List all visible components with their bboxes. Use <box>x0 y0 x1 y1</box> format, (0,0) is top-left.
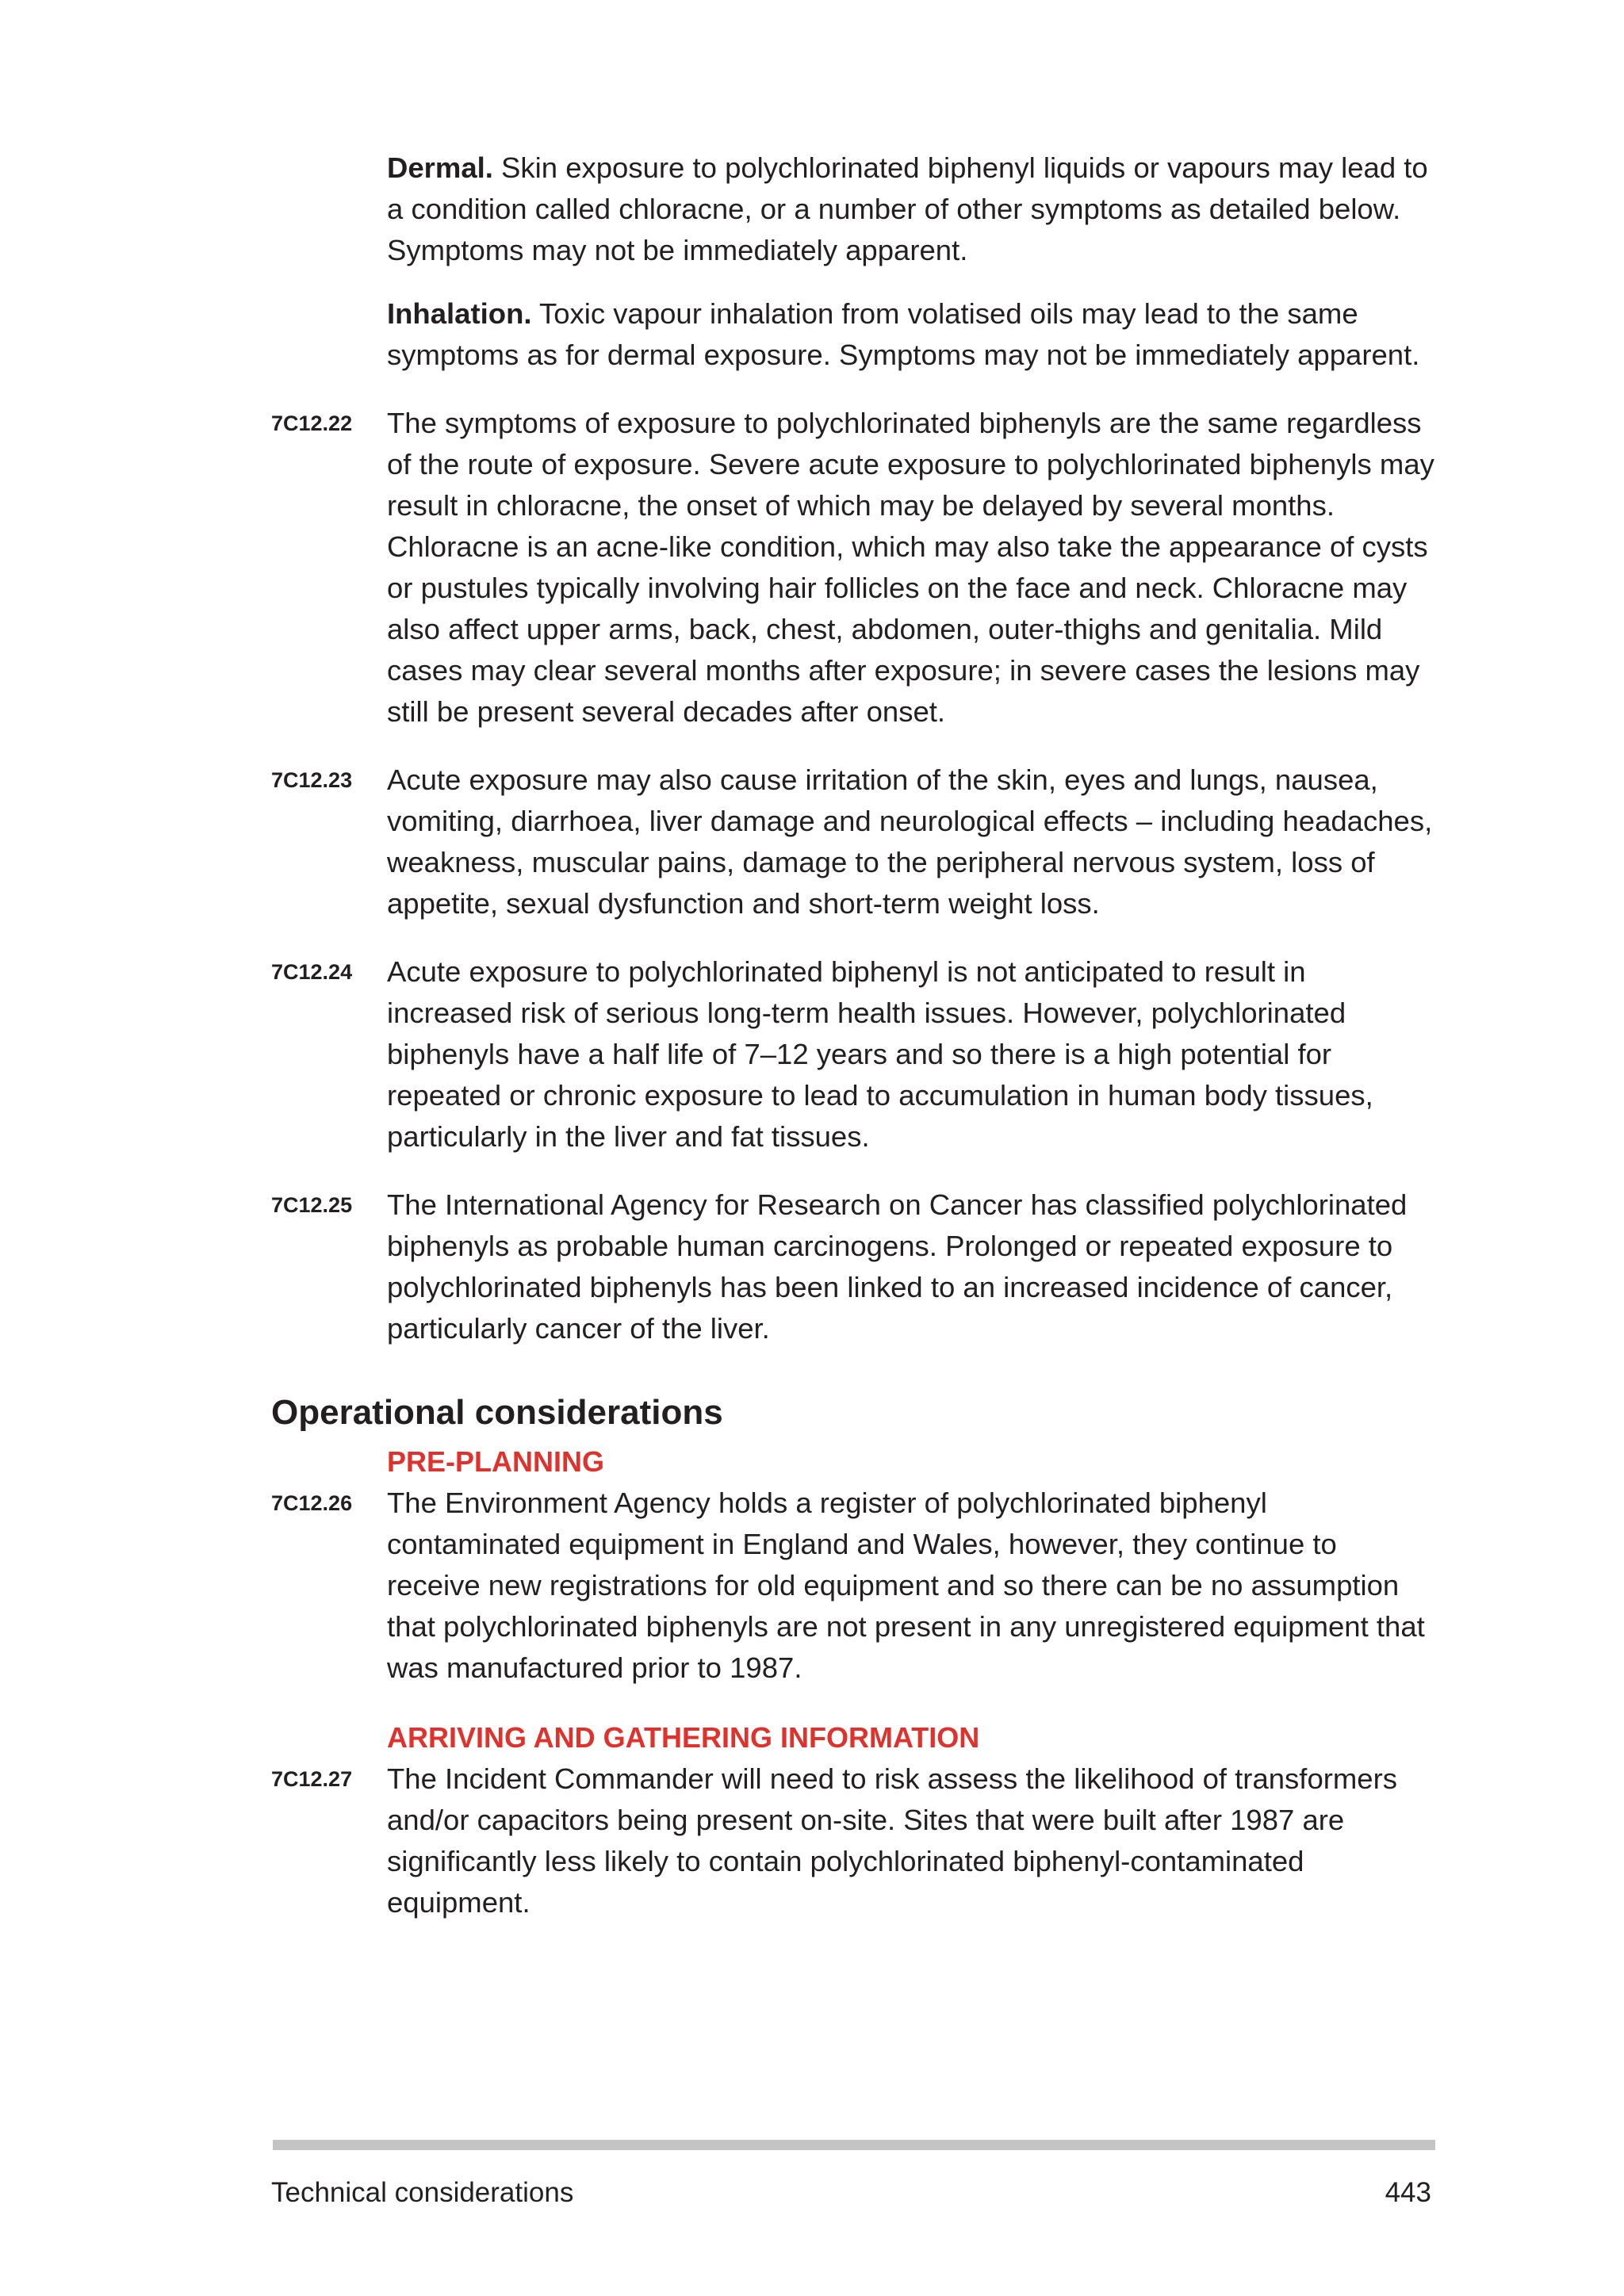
paragraph-7c12-22 <box>271 403 1435 733</box>
paragraph-7c12-23 <box>271 760 1435 924</box>
paragraph-number: 7C12.25 <box>271 1193 353 1217</box>
paragraph-7c12-24 <box>271 951 1435 1158</box>
lead-dermal: Dermal. <box>387 151 493 184</box>
paragraph-text: The Incident Commander will need to risk assess the likelihood of transformers and/or capacitors being present on-site. Sites that were built after 1987 are significantly less likely to contain polychlorinated biphenyl-contaminated equipment. <box>387 1762 1398 1919</box>
paragraph-7c12-27 <box>271 1758 1435 1923</box>
footer-rule <box>273 2140 1435 2150</box>
paragraph-text: Acute exposure to polychlorinated biphenyl is not anticipated to result in increased risk of serious long-term health issues. However, polychlorinated biphenyls have a half life of 7–12 years and so there is a high potential for repeated or chronic exposure to lead to accumulation in human body tissues, particularly in the liver and fat tissues. <box>387 955 1373 1153</box>
footer-section-title: Technical considerations <box>271 2177 574 2208</box>
paragraph-text: The International Agency for Research on Cancer has classified polychlorinated biphenyls as probable human carcinogens. Prolonged or repeated exposure to polychlorinated biphenyls has been linked to an increased incidence of cancer, particularly cancer of the liver. <box>387 1188 1408 1345</box>
lead-inhalation: Inhalation. <box>387 297 532 330</box>
paragraph-number: 7C12.23 <box>271 768 353 792</box>
paragraph-text: The Environment Agency holds a register of polychlorinated biphenyl contaminated equipment in England and Wales, however, they continue to receive new registrations for old equipment and so there can be no assumption that polychlorinated biphenyls are not present in any unregistered equipment that was manufactured prior to 1987. <box>387 1487 1425 1684</box>
section-heading-operational: Operational considerations <box>271 1393 723 1432</box>
paragraph-number: 7C12.22 <box>271 411 353 435</box>
subheading-arriving: ARRIVING AND GATHERING INFORMATION <box>387 1721 980 1754</box>
text-dermal: Skin exposure to polychlorinated biphenyl liquids or vapours may lead to a condition called chloracne, or a number of other symptoms as detailed below. Symptoms may not be immediately apparent. <box>387 151 1428 266</box>
paragraph-number: 7C12.27 <box>271 1767 353 1791</box>
text-inhalation: Toxic vapour inhalation from volatised oils may lead to the same symptoms as for dermal exposure. Symptoms may not be immediately apparent. <box>387 297 1420 371</box>
paragraph-number: 7C12.24 <box>271 960 353 984</box>
paragraph-7c12-26 <box>271 1483 1435 1689</box>
paragraph-inhalation <box>271 293 1435 376</box>
paragraph-text: Acute exposure may also cause irritation of the skin, eyes and lungs, nausea, vomiting, diarrhoea, liver damage and neurological effects – including headaches, weakness, muscular pains, damage to the peripheral nervous system, loss of appetite, sexual dysfunction and short-term weight loss. <box>387 763 1433 920</box>
page-number: 443 <box>1385 2177 1431 2208</box>
paragraph-text: The symptoms of exposure to polychlorinated biphenyls are the same regardless of the route of exposure. Severe acute exposure to polychlorinated biphenyls may result in chloracne, the onset of which may be delayed by several months. Chloracne is an acne-like condition, which may also take the appearance of cysts or pustules typically involving hair follicles on the face and neck. Chloracne may also affect upper arms, back, chest, abdomen, outer-thighs and genitalia. Mild cases may clear several months after exposure; in severe cases the lesions may still be present several decades after onset. <box>387 407 1434 728</box>
page-content <box>271 147 1435 1950</box>
paragraph-dermal <box>271 147 1435 271</box>
subheading-pre-planning: PRE-PLANNING <box>387 1445 605 1478</box>
paragraph-number: 7C12.26 <box>271 1491 353 1515</box>
paragraph-7c12-25 <box>271 1184 1435 1349</box>
